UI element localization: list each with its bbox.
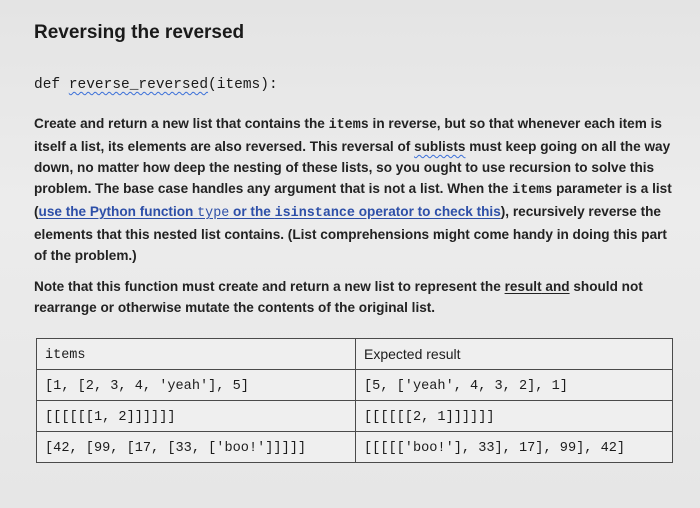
expected-cell (356, 432, 673, 463)
inline-code-items: items (328, 118, 369, 133)
items-value: [[[[[[1, 2]]]]]] (45, 410, 176, 425)
table-row (37, 370, 673, 401)
link-text: operator to check this (354, 204, 501, 219)
table-row (37, 432, 673, 463)
items-value: [42, [99, [17, [33, ['boo!']]]]] (45, 441, 307, 456)
items-cell (37, 370, 356, 401)
header-items-label: items (45, 348, 86, 363)
and-word: and (541, 279, 570, 294)
def-keyword: def (34, 77, 69, 93)
header-expected (356, 339, 673, 370)
examples-table (36, 338, 673, 463)
items-value: [1, [2, 3, 4, 'yeah'], 5] (45, 379, 249, 394)
text-run: Note that this function must create and return a new list to represent the (34, 279, 505, 294)
table-header-row (37, 339, 673, 370)
text-run: in reverse, but so that whenever each item is itself a list, its elements are also reversed. This reversal of (34, 116, 662, 154)
header-items (37, 339, 356, 370)
items-cell (37, 432, 356, 463)
function-params: (items): (208, 77, 278, 93)
expected-value: [[[[['boo!'], 33], 17], 99], 42] (364, 441, 626, 456)
text-run: Create and return a new list that contains the (34, 116, 329, 131)
table-row (37, 401, 673, 432)
function-name: reverse_reversed (68, 77, 209, 93)
text-run: must keep going on all the way down, no matter how deep the nesting of these lists, so you ought to use recursion to solve this problem. The base case handles any argument that is not a list. When the (34, 139, 671, 196)
type-check-link[interactable] (39, 204, 501, 219)
items-cell (37, 401, 356, 432)
inline-code-type: type (197, 206, 230, 221)
text-run: ), recursively reverse the elements that this nested list contains. (List comprehensions might come handy in doing this part of the problem.) (34, 204, 667, 263)
problem-title: Reversing the reversed (34, 22, 245, 43)
expected-cell (356, 401, 673, 432)
description-paragraph (34, 113, 676, 266)
inline-code-items: items (512, 183, 553, 198)
sublists-word: sublists (414, 139, 466, 154)
header-expected-label: Expected result (364, 346, 461, 362)
link-text: use the Python function (38, 204, 198, 219)
note-paragraph (34, 276, 676, 318)
expected-cell (356, 370, 673, 401)
text-run: parameter is a list ( (34, 181, 672, 219)
result-word: result (504, 279, 542, 294)
expected-value: [[[[[[2, 1]]]]]] (364, 410, 495, 425)
link-text: or the (229, 204, 275, 219)
text-run: should not rearrange or otherwise mutate the contents of the original list. (34, 279, 643, 315)
expected-value: [5, ['yeah', 4, 3, 2], 1] (364, 379, 568, 394)
inline-code-isinstance: isinstance (274, 206, 355, 221)
function-signature (34, 77, 278, 93)
